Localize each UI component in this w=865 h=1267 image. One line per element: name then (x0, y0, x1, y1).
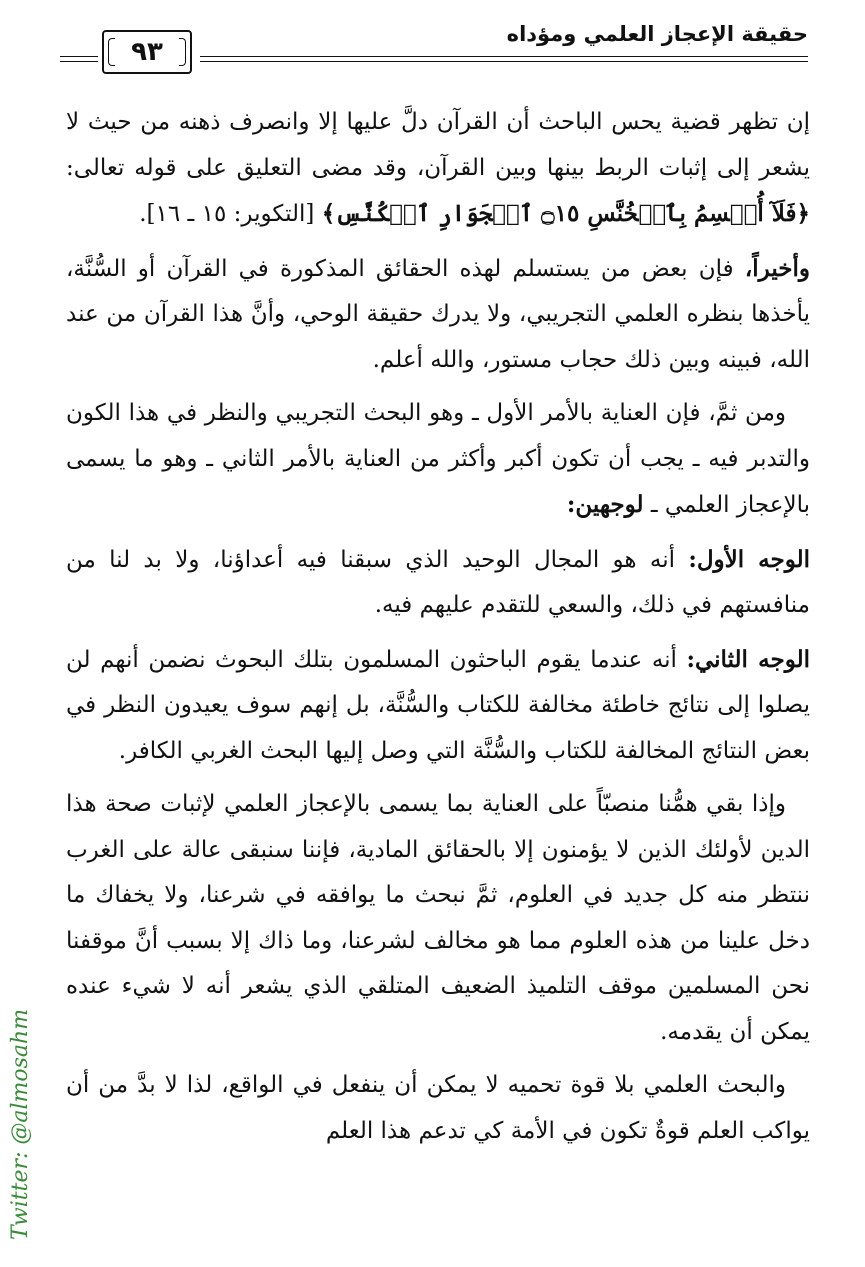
paragraph-lead: وأخيراً، (744, 254, 810, 282)
header-rule-left-top (60, 56, 98, 57)
paragraph-text: أنه عندما يقوم الباحثون المسلمون بتلك البحوث نضمن أنهم لن يصلوا إلى نتائج خاطئة مخالفة للكتاب والسُّنَّة، بل إنهم سوف يعيدون النظر في بعض النتائج المخالفة للكتاب والسُّنَّة التي وصل إليها البحث الغربي الكافر. (66, 646, 810, 764)
paragraph-lead: الوجه الأول: (688, 545, 810, 573)
paragraph-1 (66, 100, 810, 238)
paragraph-5 (66, 637, 810, 775)
quran-verse: ﴿فَلَآ أُقۡسِمُ بِٱلۡخُنَّسِ ۝١٥ ٱلۡجَوَارِ ٱلۡكُنَّسِ﴾ (321, 200, 810, 227)
page-header (60, 22, 808, 82)
paragraph-3 (66, 391, 810, 529)
paragraph-text: فإن بعض من يستسلم لهذه الحقائق المذكورة في القرآن أو السُّنَّة، يأخذها بنظره العلمي التجريبي، ولا يدرك حقيقة الوحي، وأنَّ هذا القرآن من عند الله، فبينه وبين ذلك حجاب مستور، والله أعلم. (66, 255, 810, 373)
paragraph-4 (66, 537, 810, 629)
header-rule-top (200, 56, 808, 57)
running-title: حقيقة الإعجاز العلمي ومؤداه (506, 22, 808, 46)
paragraph-6 (66, 782, 810, 1055)
header-rule-bottom (200, 61, 808, 62)
verse-reference: [التكوير: ١٥ ـ ١٦]. (139, 201, 322, 227)
paragraph-lead: الوجه الثاني: (686, 645, 810, 673)
page-number: ٩٣ (131, 37, 163, 67)
paragraph-7 (66, 1063, 810, 1154)
paragraph-text: وإذا بقي همُّنا منصبّاً على العناية بما يسمى بالإعجاز العلمي لإثبات صحة هذا الدين لأولئك الذين لا يؤمنون إلا بالحقائق المادية، فإننا سنبقى عالة على الغرب ننتظر منه كل جديد في العلوم، ثمَّ نبحث ما يوافقه في شرعنا، ولا يخفاك ما دخل علينا من هذه العلوم مما هو مخالف لشرعنا، وما ذاك إلا بسبب أنَّ موقفنا نحن المسلمين موقف التلميذ الضعيف المتلقي الذي يشعر أنه لا شيء عنده يمكن أن يقدمه. (66, 791, 810, 1045)
page-body (66, 100, 810, 1162)
twitter-watermark: Twitter: @almosahm (8, 1008, 33, 1240)
paragraph-tail-bold: لوجهين: (566, 491, 644, 518)
page-number-badge (102, 30, 192, 74)
paragraph-text: ومن ثمَّ، فإن العناية بالأمر الأول ـ وهو البحث التجريبي والنظر في هذا الكون والتدبر فيه ـ يجب أن تكون أكبر وأكثر من العناية بالأمر الثاني ـ وهو ما يسمى بالإعجاز العلمي ـ (66, 400, 810, 518)
paragraph-text: والبحث العلمي بلا قوة تحميه لا يمكن أن ينفعل في الواقع، لذا لا بدَّ من أن يواكب العلم قوةٌ تكون في الأمة كي تدعم هذا العلم (66, 1072, 810, 1144)
paragraph-2 (66, 246, 810, 384)
header-rule-left-bottom (60, 61, 98, 62)
paragraph-text: إن تظهر قضية يحس الباحث أن القرآن دلَّ عليها إلا وانصرف ذهنه من حيث لا يشعر إلى إثبات الربط بينها وبين القرآن، وقد مضى التعليق على قوله تعالى: (66, 109, 810, 181)
paragraph-text: أنه هو المجال الوحيد الذي سبقنا فيه أعداؤنا، ولا بد لنا من منافستهم في ذلك، والسعي للتقدم عليهم فيه. (66, 546, 810, 618)
